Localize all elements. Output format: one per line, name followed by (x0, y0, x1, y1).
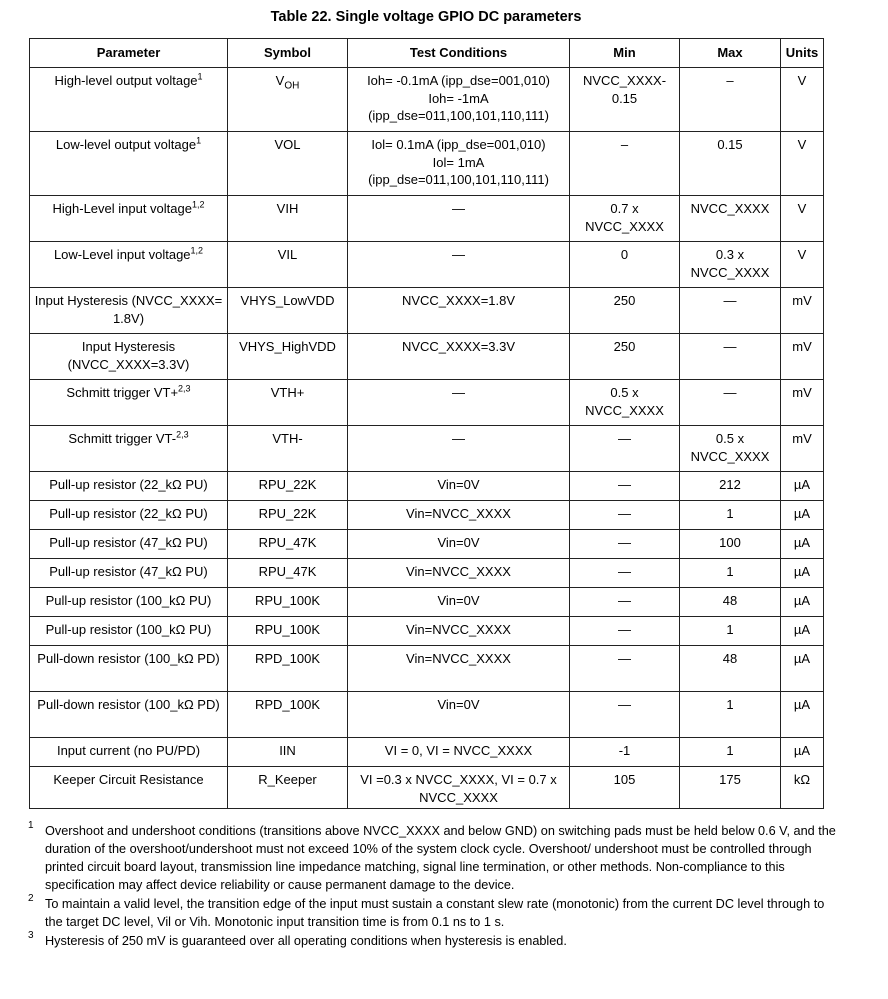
cell-units: mV (781, 334, 824, 380)
cell-max (680, 288, 781, 334)
cell-test-conditions-line: Vin=NVCC_XXXX (406, 506, 511, 521)
cell-parameter (30, 334, 228, 380)
header-test-conditions: Test Conditions (348, 39, 570, 68)
cell-max (680, 588, 781, 617)
cell-units: V (781, 242, 824, 288)
cell-max-line: 1 (726, 743, 734, 758)
cell-max-line: 0.15 (717, 137, 743, 152)
cell-test-conditions (348, 738, 570, 767)
cell-min-line: — (618, 593, 631, 608)
cell-symbol (228, 559, 348, 588)
cell-test-conditions-line: NVCC_XXXX (419, 789, 498, 805)
cell-min (570, 501, 680, 530)
cell-min (570, 559, 680, 588)
cell-test-conditions (348, 426, 570, 472)
header-symbol: Symbol (228, 39, 348, 68)
cell-test-conditions-line: Vin=0V (437, 593, 480, 608)
cell-units: V (781, 132, 824, 196)
symbol-text: VTH- (272, 431, 303, 446)
cell-test-conditions (348, 646, 570, 692)
cell-symbol (228, 617, 348, 646)
footnotes (28, 822, 838, 951)
cell-parameter (30, 242, 228, 288)
parameter-text: Low-Level input voltage (53, 247, 191, 262)
cell-min (570, 380, 680, 426)
cell-symbol (228, 530, 348, 559)
cell-min-line: NVCC_XXXX (585, 402, 664, 418)
footnote-ref: 2,3 (178, 383, 191, 394)
cell-units: µA (781, 617, 824, 646)
cell-max (680, 692, 781, 738)
cell-test-conditions (348, 196, 570, 242)
cell-test-conditions (348, 68, 570, 132)
cell-min (570, 646, 680, 692)
cell-min-line: — (618, 535, 631, 550)
parameter-text: High-Level input voltage (52, 201, 192, 216)
cell-units: mV (781, 426, 824, 472)
cell-parameter (30, 767, 228, 809)
cell-parameter (30, 196, 228, 242)
symbol-text: VIL (277, 247, 298, 262)
cell-units: µA (781, 559, 824, 588)
symbol-text: RPU_22K (258, 477, 317, 492)
cell-parameter (30, 559, 228, 588)
symbol-text: RPU_100K (254, 622, 321, 637)
footnote-number: 2 (28, 893, 34, 904)
header-parameter: Parameter (30, 39, 228, 68)
cell-min-line: 0.7 x (610, 201, 639, 216)
cell-min (570, 617, 680, 646)
cell-test-conditions-line: Vin=0V (437, 697, 480, 712)
cell-min (570, 692, 680, 738)
cell-max (680, 380, 781, 426)
cell-min-line: — (618, 431, 631, 446)
footnote-ref: 1 (197, 71, 203, 82)
cell-max-line: NVCC_XXXX (690, 264, 770, 280)
cell-max-line: 48 (722, 651, 738, 666)
cell-units: µA (781, 738, 824, 767)
cell-max-line: 1 (726, 622, 734, 637)
cell-symbol (228, 196, 348, 242)
cell-parameter (30, 68, 228, 132)
cell-max-line: 1 (726, 697, 734, 712)
cell-parameter (30, 738, 228, 767)
cell-units: µA (781, 692, 824, 738)
table-row (30, 738, 824, 767)
header-units: Units (781, 39, 824, 68)
cell-max-line: 48 (722, 593, 738, 608)
parameter-text: Schmitt trigger VT+ (66, 385, 179, 400)
footnote-number: 3 (28, 930, 34, 941)
table-row (30, 472, 824, 501)
cell-parameter (30, 288, 228, 334)
cell-min-line: -1 (618, 743, 631, 758)
cell-max-line: 0.3 x (715, 247, 745, 262)
cell-min-line: — (618, 506, 631, 521)
cell-units: µA (781, 472, 824, 501)
cell-test-conditions-line: Vin=NVCC_XXXX (406, 651, 511, 666)
table-row (30, 288, 824, 334)
cell-symbol (228, 242, 348, 288)
cell-min-line: — (618, 697, 631, 712)
table-row (30, 559, 824, 588)
cell-test-conditions-line: (ipp_dse=011,100,101,110,111) (368, 108, 549, 123)
cell-min (570, 472, 680, 501)
cell-min-line: 0 (620, 247, 629, 262)
cell-max (680, 530, 781, 559)
table-row (30, 501, 824, 530)
cell-min-line: — (618, 651, 631, 666)
parameter-text: High-level output voltage (54, 73, 198, 88)
cell-test-conditions (348, 501, 570, 530)
cell-symbol (228, 132, 348, 196)
cell-test-conditions (348, 588, 570, 617)
symbol-text: RPU_22K (258, 506, 317, 521)
cell-symbol (228, 334, 348, 380)
footnote-text: To maintain a valid level, the transition edge of the input must sustain a constant slew rate (monotonic) from the current DC level through to the target DC level, Vil or Vih. Monotonic input transition time is from 0.1 ns to 1 s. (45, 897, 825, 929)
cell-max-line: 1 (726, 564, 734, 579)
cell-parameter (30, 426, 228, 472)
cell-max (680, 501, 781, 530)
cell-symbol (228, 288, 348, 334)
cell-min (570, 132, 680, 196)
cell-test-conditions-line: NVCC_XXXX=1.8V (401, 293, 516, 308)
cell-parameter (30, 646, 228, 692)
cell-test-conditions (348, 767, 570, 809)
cell-min-line: — (618, 564, 631, 579)
cell-test-conditions (348, 380, 570, 426)
table-title: Table 22. Single voltage GPIO DC parameters (270, 9, 582, 25)
table-row (30, 426, 824, 472)
symbol-text: V (275, 73, 285, 88)
cell-min-line: 250 (613, 339, 636, 354)
cell-symbol (228, 692, 348, 738)
cell-test-conditions-line: Iol= 0.1mA (ipp_dse=001,010) (371, 137, 546, 152)
cell-max (680, 646, 781, 692)
cell-max (680, 132, 781, 196)
cell-units: V (781, 68, 824, 132)
cell-test-conditions (348, 288, 570, 334)
cell-min (570, 588, 680, 617)
parameter-text: Pull-up resistor (22_kΩ PU) (49, 506, 208, 521)
parameter-text: Input current (no PU/PD) (56, 743, 201, 758)
cell-test-conditions-line: VI =0.3 x NVCC_XXXX, VI = 0.7 x (360, 772, 557, 787)
cell-min (570, 196, 680, 242)
symbol-text: VHYS_LowVDD (240, 293, 335, 308)
symbol-text: RPU_47K (258, 564, 317, 579)
parameter-text: Low-level output voltage (55, 137, 197, 152)
cell-min (570, 426, 680, 472)
table-row (30, 334, 824, 380)
symbol-text: VIH (276, 201, 299, 216)
cell-parameter (30, 588, 228, 617)
cell-min (570, 68, 680, 132)
cell-min-line: 105 (613, 772, 636, 787)
symbol-text: R_Keeper (258, 772, 317, 787)
cell-max-line: NVCC_XXXX (690, 448, 770, 464)
cell-test-conditions (348, 530, 570, 559)
cell-parameter (30, 501, 228, 530)
table-row (30, 692, 824, 738)
cell-parameter (30, 530, 228, 559)
cell-max-line: 1 (726, 506, 734, 521)
footnote-1 (28, 822, 838, 894)
cell-max (680, 242, 781, 288)
cell-symbol (228, 472, 348, 501)
cell-units: µA (781, 646, 824, 692)
cell-parameter (30, 472, 228, 501)
table-row (30, 132, 824, 196)
cell-max-line: 100 (719, 535, 741, 550)
footnote-ref: 1,2 (190, 245, 204, 256)
footnote-ref: 2,3 (176, 429, 189, 440)
footnote-text: Hysteresis of 250 mV is guaranteed over all operating conditions when hysteresis is enabled. (45, 934, 567, 948)
cell-symbol (228, 767, 348, 809)
cell-min (570, 288, 680, 334)
symbol-text: RPD_100K (254, 697, 321, 712)
cell-max-line: — (723, 293, 737, 308)
cell-max-line: – (726, 73, 734, 88)
cell-units: kΩ (781, 767, 824, 809)
cell-symbol (228, 646, 348, 692)
cell-test-conditions-line: Vin=NVCC_XXXX (406, 622, 511, 637)
cell-test-conditions-line: (ipp_dse=011,100,101,110,111) (368, 172, 549, 187)
parameter-text: Pull-up resistor (100_kΩ PU) (45, 622, 212, 637)
footnote-3 (28, 932, 838, 950)
footnote-number: 1 (28, 820, 34, 831)
cell-min (570, 242, 680, 288)
header-min: Min (570, 39, 680, 68)
cell-min-line: 250 (613, 293, 636, 308)
cell-test-conditions-line: Ioh= -1mA (428, 90, 489, 106)
symbol-text: RPD_100K (254, 651, 321, 666)
cell-test-conditions-line: Iol= 1mA (432, 154, 485, 170)
cell-symbol (228, 588, 348, 617)
cell-test-conditions (348, 132, 570, 196)
symbol-text: VHYS_HighVDD (239, 339, 336, 354)
cell-test-conditions-line: Ioh= -0.1mA (ipp_dse=001,010) (367, 73, 550, 88)
table-row (30, 68, 824, 132)
table-row (30, 767, 824, 809)
cell-test-conditions-line: Vin=NVCC_XXXX (406, 564, 511, 579)
cell-parameter (30, 380, 228, 426)
cell-min-line: NVCC_XXXX- (582, 73, 667, 88)
cell-min (570, 334, 680, 380)
cell-test-conditions (348, 242, 570, 288)
cell-test-conditions (348, 559, 570, 588)
symbol-text: IIN (279, 743, 296, 758)
cell-min-line: — (618, 622, 631, 637)
cell-test-conditions-line: — (452, 201, 465, 216)
cell-test-conditions-line: VI = 0, VI = NVCC_XXXX (384, 743, 533, 758)
cell-parameter (30, 132, 228, 196)
cell-max-line: 0.5 x (715, 431, 745, 446)
footnote-ref: 1 (196, 135, 202, 146)
cell-min-line: – (620, 137, 629, 152)
cell-max-line: — (723, 385, 737, 400)
cell-max (680, 472, 781, 501)
cell-max (680, 334, 781, 380)
cell-max (680, 738, 781, 767)
cell-min-line: 0.5 x (610, 385, 639, 400)
cell-max-line: — (723, 339, 737, 354)
cell-parameter (30, 692, 228, 738)
cell-max (680, 617, 781, 646)
cell-units: V (781, 196, 824, 242)
table-row (30, 588, 824, 617)
cell-test-conditions-line: — (452, 431, 465, 446)
gpio-dc-parameters-table (29, 38, 824, 809)
cell-test-conditions-line: — (452, 385, 465, 400)
cell-test-conditions (348, 334, 570, 380)
cell-max (680, 68, 781, 132)
cell-max (680, 426, 781, 472)
cell-min (570, 767, 680, 809)
cell-units: µA (781, 588, 824, 617)
cell-test-conditions (348, 472, 570, 501)
symbol-subscript: OH (284, 80, 300, 92)
cell-symbol (228, 738, 348, 767)
cell-parameter (30, 617, 228, 646)
table-row (30, 617, 824, 646)
cell-test-conditions-line: Vin=0V (437, 477, 480, 492)
symbol-text: RPU_47K (258, 535, 317, 550)
cell-test-conditions-line: — (452, 247, 465, 262)
table-row (30, 196, 824, 242)
parameter-text: Pull-up resistor (47_kΩ PU) (49, 535, 208, 550)
footnote-text: Overshoot and undershoot conditions (transitions above NVCC_XXXX and below GND) on switching pads must be held below 0.6 V, and the duration of the overshoot/undershoot must not exceed 10% of the system clock cycle. Overshoot/ undershoot must be controlled through printed circuit board layout, transmission line impedance matching, signal line termination, or other methods. Non-compliance to this specification may affect device reliability or cause permanent damage to the device. (45, 824, 836, 892)
parameter-text: Pull-up resistor (22_kΩ PU) (49, 477, 208, 492)
cell-min-line: 0.15 (611, 90, 638, 106)
table-row (30, 242, 824, 288)
parameter-text: Pull-down resistor (100_kΩ PD) (37, 651, 220, 666)
cell-test-conditions-line: Vin=0V (437, 535, 480, 550)
cell-min-line: — (618, 477, 631, 492)
cell-units: µA (781, 501, 824, 530)
cell-max-line: 212 (719, 477, 741, 492)
table-row (30, 530, 824, 559)
parameter-text: Keeper Circuit Resistance (53, 772, 204, 787)
cell-max (680, 767, 781, 809)
cell-max (680, 559, 781, 588)
cell-symbol (228, 426, 348, 472)
header-max: Max (680, 39, 781, 68)
cell-symbol (228, 68, 348, 132)
parameter-text: Schmitt trigger VT- (68, 431, 177, 446)
cell-units: mV (781, 288, 824, 334)
cell-test-conditions-line: NVCC_XXXX=3.3V (401, 339, 516, 354)
parameter-text: Input Hysteresis (NVCC_XXXX=3.3V) (67, 339, 190, 372)
footnote-ref: 1,2 (191, 199, 205, 210)
cell-test-conditions (348, 692, 570, 738)
cell-units: mV (781, 380, 824, 426)
header-row (30, 39, 824, 68)
cell-max-line: NVCC_XXXX (690, 201, 770, 216)
symbol-text: VOL (274, 137, 301, 152)
cell-symbol (228, 380, 348, 426)
parameter-text: Input Hysteresis (NVCC_XXXX= 1.8V) (34, 293, 223, 326)
cell-test-conditions (348, 617, 570, 646)
cell-min-line: NVCC_XXXX (585, 218, 664, 234)
parameter-text: Pull-up resistor (47_kΩ PU) (49, 564, 208, 579)
cell-min (570, 738, 680, 767)
table-row (30, 380, 824, 426)
parameter-text: Pull-down resistor (100_kΩ PD) (37, 697, 220, 712)
parameter-text: Pull-up resistor (100_kΩ PU) (45, 593, 212, 608)
footnote-2 (28, 895, 838, 931)
symbol-text: VTH+ (270, 385, 305, 400)
cell-symbol (228, 501, 348, 530)
cell-max (680, 196, 781, 242)
table-row (30, 646, 824, 692)
cell-min (570, 530, 680, 559)
cell-units: µA (781, 530, 824, 559)
cell-max-line: 175 (719, 772, 741, 787)
symbol-text: RPU_100K (254, 593, 321, 608)
